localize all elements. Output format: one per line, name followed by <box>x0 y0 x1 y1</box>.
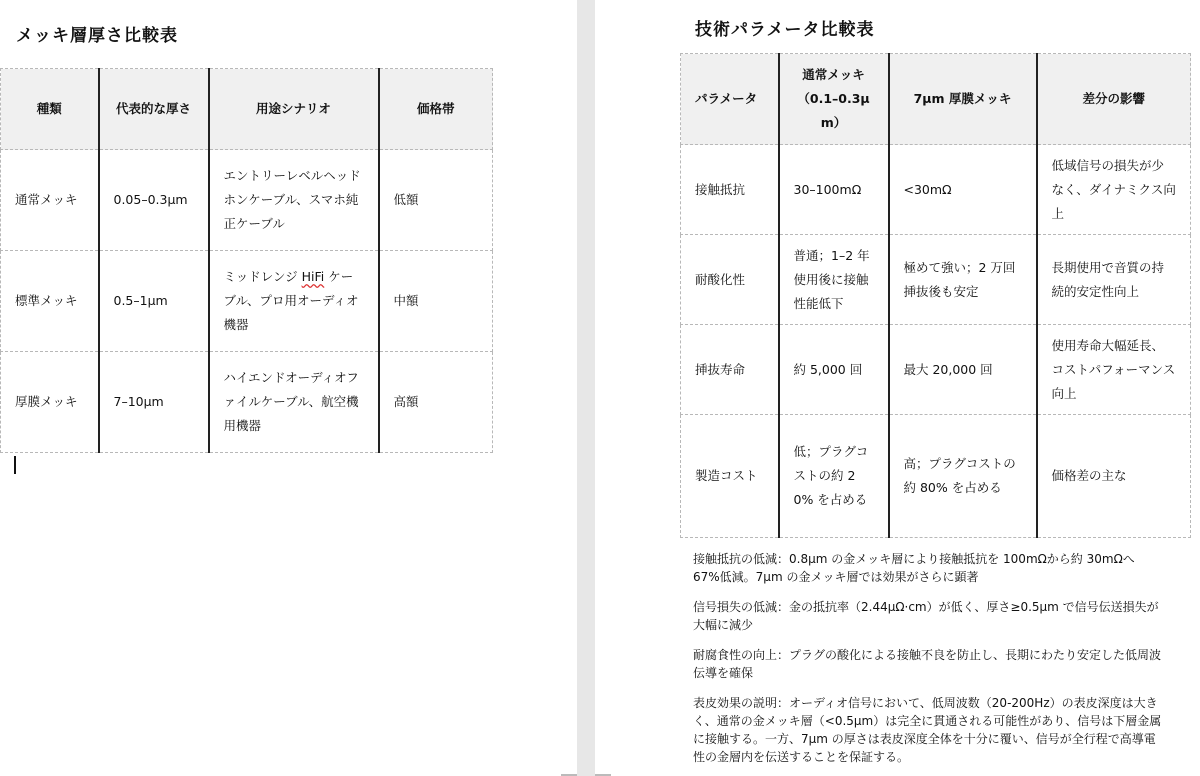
table-cell[interactable]: 約 5,000 回 <box>779 325 889 415</box>
table-cell[interactable]: 標準メッキ <box>1 251 99 352</box>
table-cell[interactable]: 高；プラグコストの約 80% を占める <box>889 415 1037 538</box>
table-cell[interactable]: 低額 <box>379 150 493 251</box>
table-row <box>1 150 493 251</box>
table-cell[interactable]: 製造コスト <box>681 415 779 538</box>
column-header: パラメータ <box>681 54 779 145</box>
column-header: 差分の影響 <box>1037 54 1191 145</box>
page-title: 技術パラメータ比較表 <box>695 20 875 40</box>
table-cell[interactable]: ハイエンドオーディオファイルケーブル、航空機用機器 <box>209 352 379 453</box>
notes-section <box>693 550 1163 776</box>
table-cell[interactable]: 7–10μm <box>99 352 209 453</box>
table-row <box>681 145 1191 235</box>
table-cell[interactable]: 0.5–1μm <box>99 251 209 352</box>
table-cell[interactable]: 価格差の主な <box>1037 415 1191 538</box>
table-cell[interactable]: 高額 <box>379 352 493 453</box>
column-header: 価格帯 <box>379 69 493 150</box>
table-cell[interactable]: 0.05–0.3μm <box>99 150 209 251</box>
column-header: 用途シナリオ <box>209 69 379 150</box>
table-cell[interactable]: 最大 20,000 回 <box>889 325 1037 415</box>
column-header: 代表的な厚さ <box>99 69 209 150</box>
cell-text: ミッドレンジ <box>223 269 302 284</box>
note-paragraph[interactable]: 耐腐食性の向上：プラグの酸化による接触不良を防止し、長期にわたり安定した低周波伝導を確保 <box>693 648 1162 680</box>
technical-parameters-table <box>680 53 1191 538</box>
cell-text: ケーブル、プロ用オーディオ機器 <box>223 269 359 332</box>
column-header: 通常メッキ（0.1–0.3μm） <box>779 54 889 145</box>
table-cell[interactable]: 接触抵抗 <box>681 145 779 235</box>
column-header: 種類 <box>1 69 99 150</box>
spellcheck-flagged-word: HiFi <box>301 269 325 284</box>
table-cell[interactable]: エントリーレベルヘッドホンケーブル、スマホ純正ケーブル <box>209 150 379 251</box>
note-paragraph[interactable]: 表皮効果の説明：オーディオ信号において、低周波数（20-200Hz）の表皮深度は大きく、通常の金メッキ層（<0.5μm）は完全に貫通される可能性があり、信号は下層金属に接触する。一方、7μm の厚さは表皮深度全体を十分に覆い、信号が全行程で高導電性の金層内を伝送することを保証する。 <box>693 696 1162 764</box>
table-cell[interactable]: 普通；1–2 年使用後に接触性能低下 <box>779 235 889 325</box>
table-cell[interactable] <box>209 251 379 352</box>
table-row <box>681 325 1191 415</box>
table-cell[interactable]: 挿抜寿命 <box>681 325 779 415</box>
table-cell[interactable]: 通常メッキ <box>1 150 99 251</box>
table-cell[interactable]: 極めて強い；2 万回挿抜後も安定 <box>889 235 1037 325</box>
document-page-right <box>595 0 1200 776</box>
table-cell[interactable]: 30–100mΩ <box>779 145 889 235</box>
table-cell[interactable]: 低域信号の損失が少なく、ダイナミクス向上 <box>1037 145 1191 235</box>
table-row <box>1 352 493 453</box>
table-header-row <box>681 54 1191 145</box>
text-cursor <box>14 456 16 474</box>
note-paragraph[interactable]: 信号損失の低減：金の抵抗率（2.44μΩ·cm）が低く、厚さ≥0.5μm で信号伝送損失が大幅に減少 <box>693 600 1159 632</box>
document-page-left <box>0 0 577 776</box>
table-cell[interactable]: 長期使用で音質の持続的安定性向上 <box>1037 235 1191 325</box>
table-cell[interactable]: <30mΩ <box>889 145 1037 235</box>
table-cell[interactable]: 低；プラグコストの約 20% を占める <box>779 415 889 538</box>
column-header: 7μm 厚膜メッキ <box>889 54 1037 145</box>
table-cell[interactable]: 中額 <box>379 251 493 352</box>
table-cell[interactable]: 使用寿命大幅延長、コストパフォーマンス向上 <box>1037 325 1191 415</box>
plating-thickness-table <box>0 68 493 453</box>
table-row <box>681 235 1191 325</box>
table-row <box>681 415 1191 538</box>
table-cell[interactable]: 厚膜メッキ <box>1 352 99 453</box>
table-header-row <box>1 69 493 150</box>
table-row <box>1 251 493 352</box>
note-paragraph[interactable]: 接触抵抗の低減：0.8μm の金メッキ層により接触抵抗を 100mΩから約 30mΩへ 67%低減。7μm の金メッキ層では効果がさらに顕著 <box>693 552 1135 584</box>
page-title: メッキ層厚さ比較表 <box>16 26 178 46</box>
table-cell[interactable]: 耐酸化性 <box>681 235 779 325</box>
